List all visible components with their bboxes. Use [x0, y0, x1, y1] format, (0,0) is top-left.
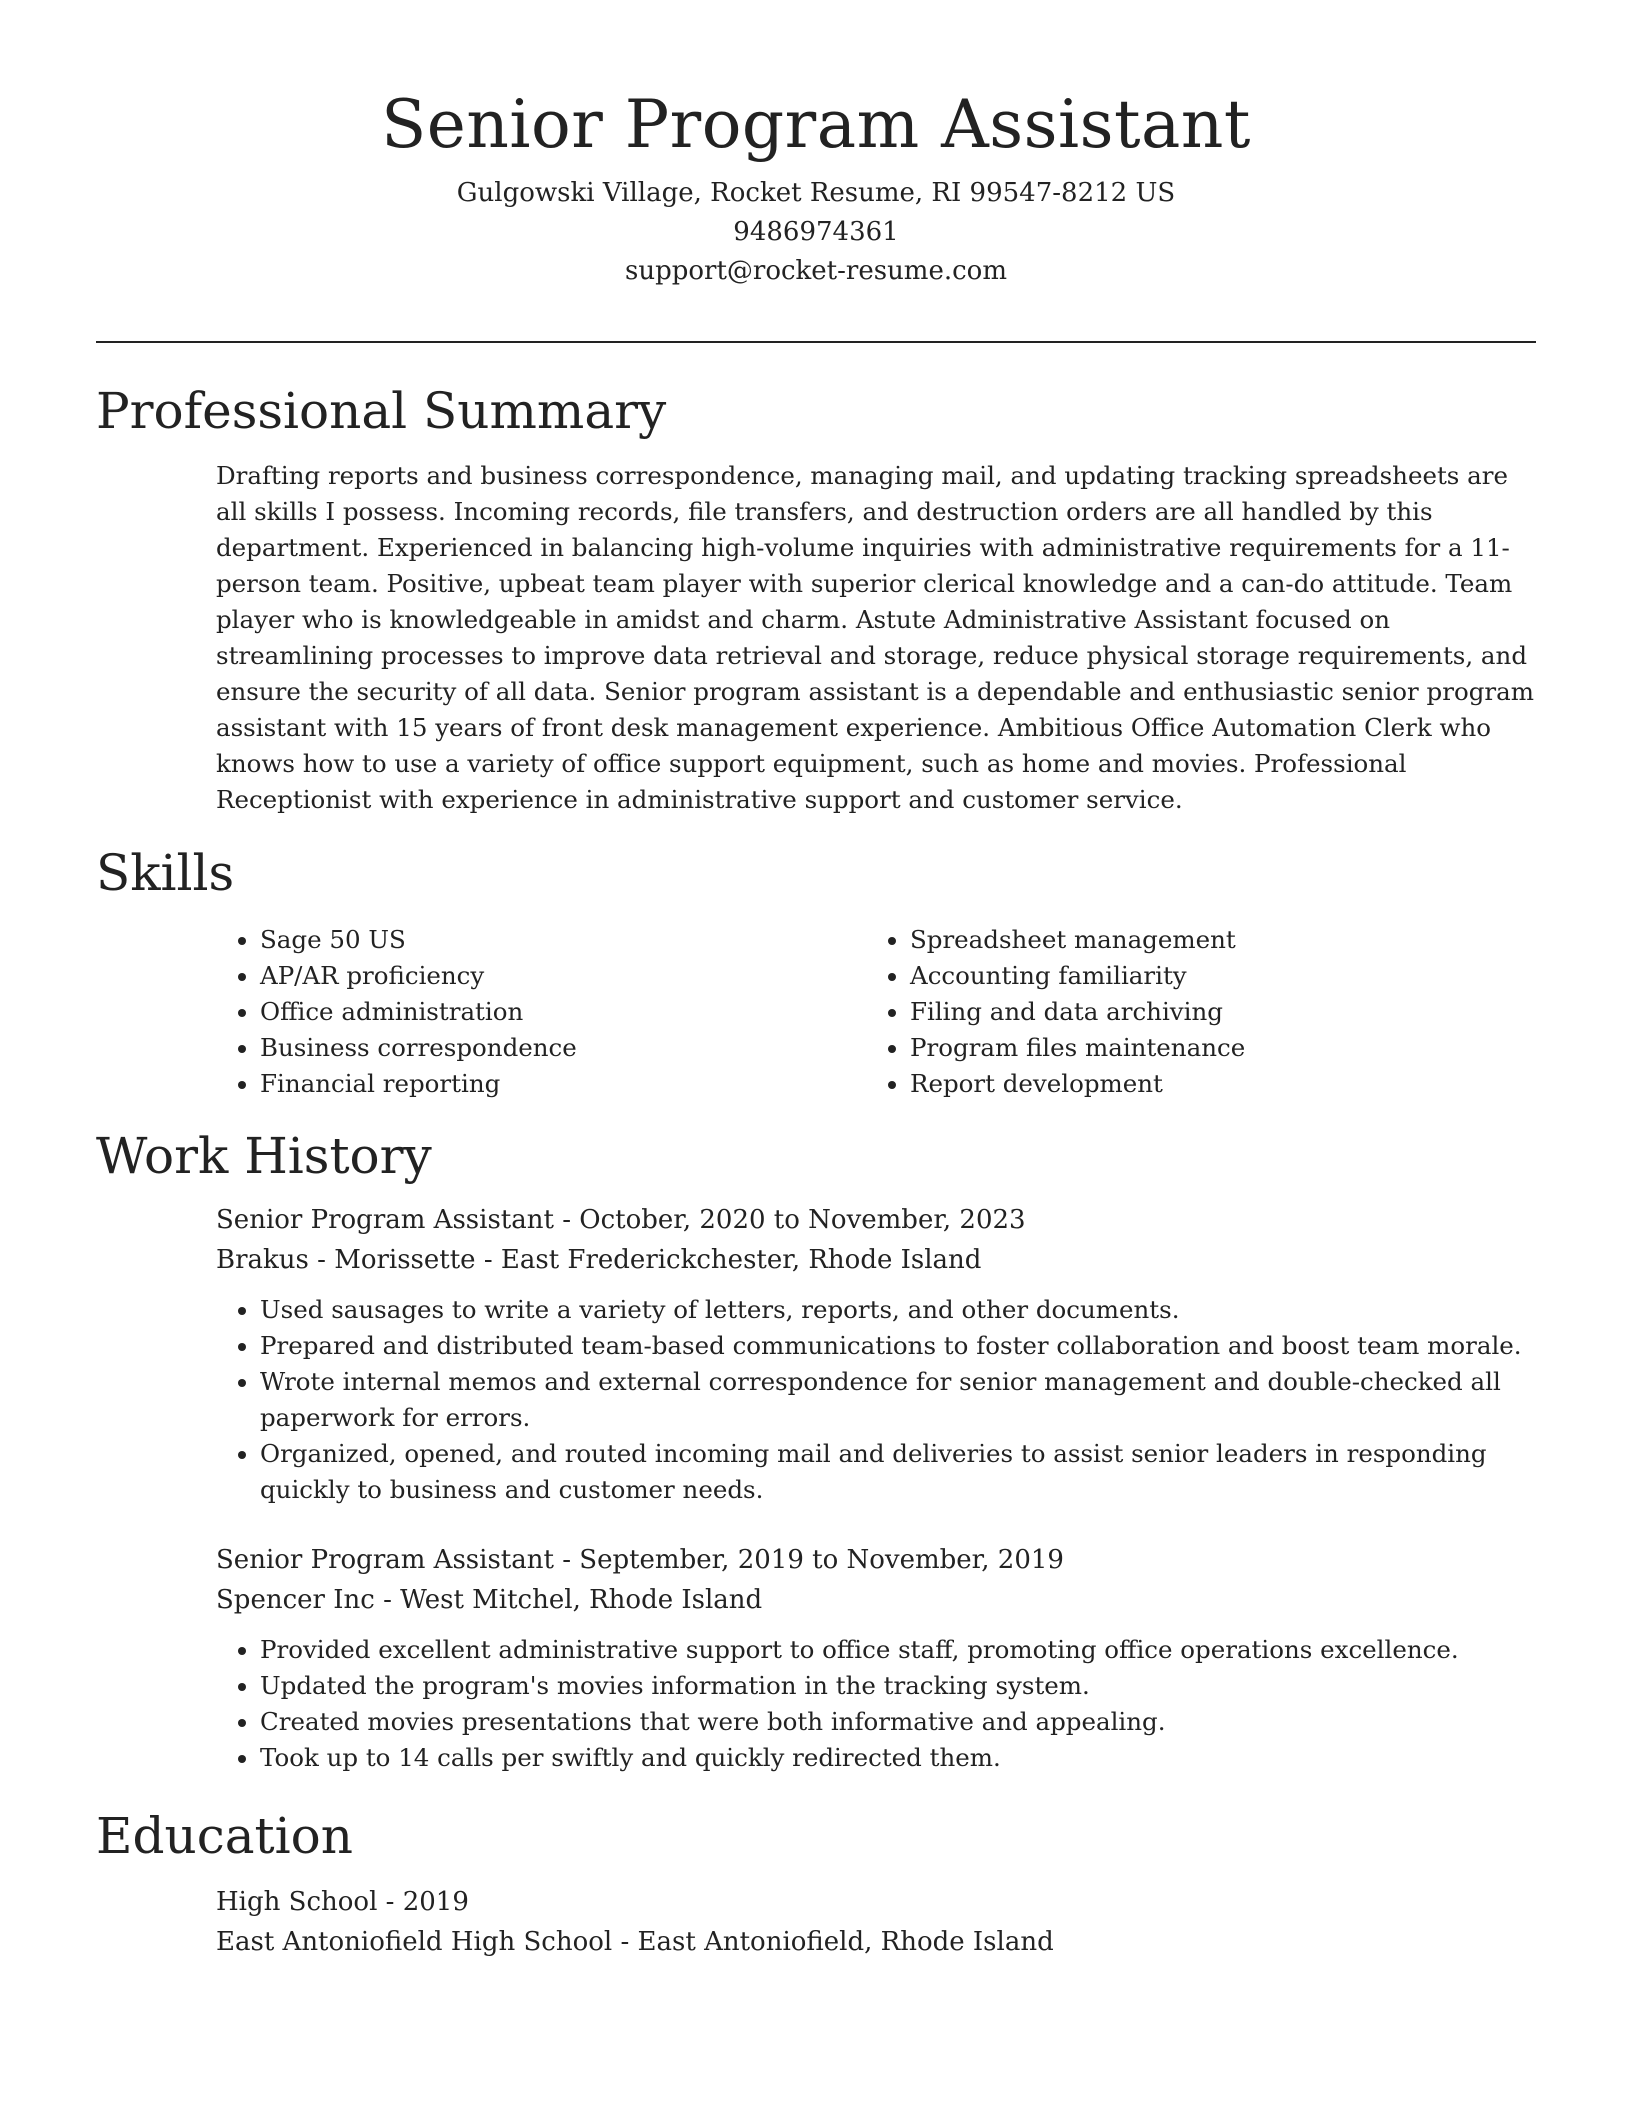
summary-section — [216, 458, 1536, 818]
duty-item: • Provided excellent administrative support to office staff, promoting office operations excellence. — [260, 1632, 1536, 1668]
skill-item: • Accounting familiarity — [910, 958, 1516, 994]
skills-heading: Skills — [96, 844, 235, 902]
work-history-heading: Work History — [96, 1127, 432, 1185]
contact-address: Gulgowski Village, Rocket Resume, RI 99547-8212 US — [456, 178, 1176, 208]
job-location: - West Mitchel, Rhode Island — [374, 1585, 763, 1615]
candidate-name: Senior Program Assistant — [381, 86, 1251, 163]
skill-item: • Financial reporting — [260, 1066, 866, 1102]
job-entry — [216, 1200, 1536, 1508]
skill-item: • Filing and data archiving — [910, 994, 1516, 1030]
duty-item: • Updated the program's movies information in the tracking system. — [260, 1668, 1536, 1704]
education-degree: High School — [216, 1887, 378, 1917]
duty-item: • Prepared and distributed team-based communications to foster collaboration and boost team morale. — [260, 1328, 1536, 1364]
job-company: Brakus - Morissette — [216, 1245, 476, 1275]
job-company-line — [216, 1580, 1536, 1620]
duty-item: • Used sausages to write a variety of letters, reports, and other documents. — [260, 1292, 1536, 1328]
contact-email: support@rocket-resume.com — [624, 256, 1007, 286]
job-dates: - September, 2019 to November, 2019 — [553, 1545, 1064, 1575]
skill-item: • AP/AR proficiency — [260, 958, 866, 994]
education-school: East Antoniofield High School — [216, 1927, 613, 1957]
skill-item: • Office administration — [260, 994, 866, 1030]
job-title: Senior Program Assistant — [216, 1545, 554, 1575]
skill-item: • Business correspondence — [260, 1030, 866, 1066]
job-location: - East Frederickchester, Rhode Island — [475, 1245, 982, 1275]
skill-item: • Spreadsheet management — [910, 922, 1516, 958]
education-school-line — [216, 1922, 1536, 1962]
job-dates: - October, 2020 to November, 2023 — [553, 1205, 1026, 1235]
job-entry — [216, 1540, 1536, 1776]
summary-heading: Professional Summary — [96, 382, 667, 440]
skills-list-right — [866, 922, 1516, 1102]
skills-section — [216, 922, 1536, 1102]
job-title: Senior Program Assistant — [216, 1205, 554, 1235]
education-entry — [216, 1882, 1536, 1962]
skill-item: • Program files maintenance — [910, 1030, 1516, 1066]
job-company: Spencer Inc — [216, 1585, 375, 1615]
skills-columns — [216, 922, 1536, 1102]
education-degree-line — [216, 1882, 1536, 1922]
job-title-line — [216, 1540, 1536, 1580]
skill-item: • Report development — [910, 1066, 1516, 1102]
duty-item: • Took up to 14 calls per swiftly and quickly redirected them. — [260, 1740, 1536, 1776]
job-duties — [216, 1292, 1536, 1508]
education-location: - East Antoniofield, Rhode Island — [612, 1927, 1054, 1957]
job-duties — [216, 1632, 1536, 1776]
job-company-line — [216, 1240, 1536, 1280]
contact-phone: 9486974361 — [733, 217, 899, 247]
education-heading: Education — [96, 1807, 353, 1865]
resume-header — [96, 80, 1536, 291]
header-divider — [96, 341, 1536, 343]
education-year: - 2019 — [377, 1887, 469, 1917]
summary-text: Drafting reports and business correspondence, managing mail, and updating tracking spreadsheets are all skills I possess. Incoming records, file transfers, and destruction orders are all handled by this department. Experienced in balancing high-volume inquiries with administrative requirements for a 11-person team. Positive, upbeat team player with superior clerical knowledge and a can-do attitude. Team player who is knowledgeable in amidst and charm. Astute Administrative Assistant focused on streamlining processes to improve data retrieval and storage, reduce physical storage requirements, and ensure the security of all data. Senior program assistant is a dependable and enthusiastic senior program assistant with 15 years of front desk management experience. Ambitious Office Automation Clerk who knows how to use a variety of office support equipment, such as home and movies. Professional Receptionist with experience in administrative support and customer service. — [216, 461, 1534, 814]
job-title-line — [216, 1200, 1536, 1240]
skills-list-left — [216, 922, 866, 1102]
skill-item: • Sage 50 US — [260, 922, 866, 958]
duty-item: • Organized, opened, and routed incoming mail and deliveries to assist senior leaders in responding quickly to business and customer needs. — [260, 1436, 1536, 1508]
duty-item: • Wrote internal memos and external correspondence for senior management and double-checked all paperwork for errors. — [260, 1364, 1536, 1436]
duty-item: • Created movies presentations that were both informative and appealing. — [260, 1704, 1536, 1740]
